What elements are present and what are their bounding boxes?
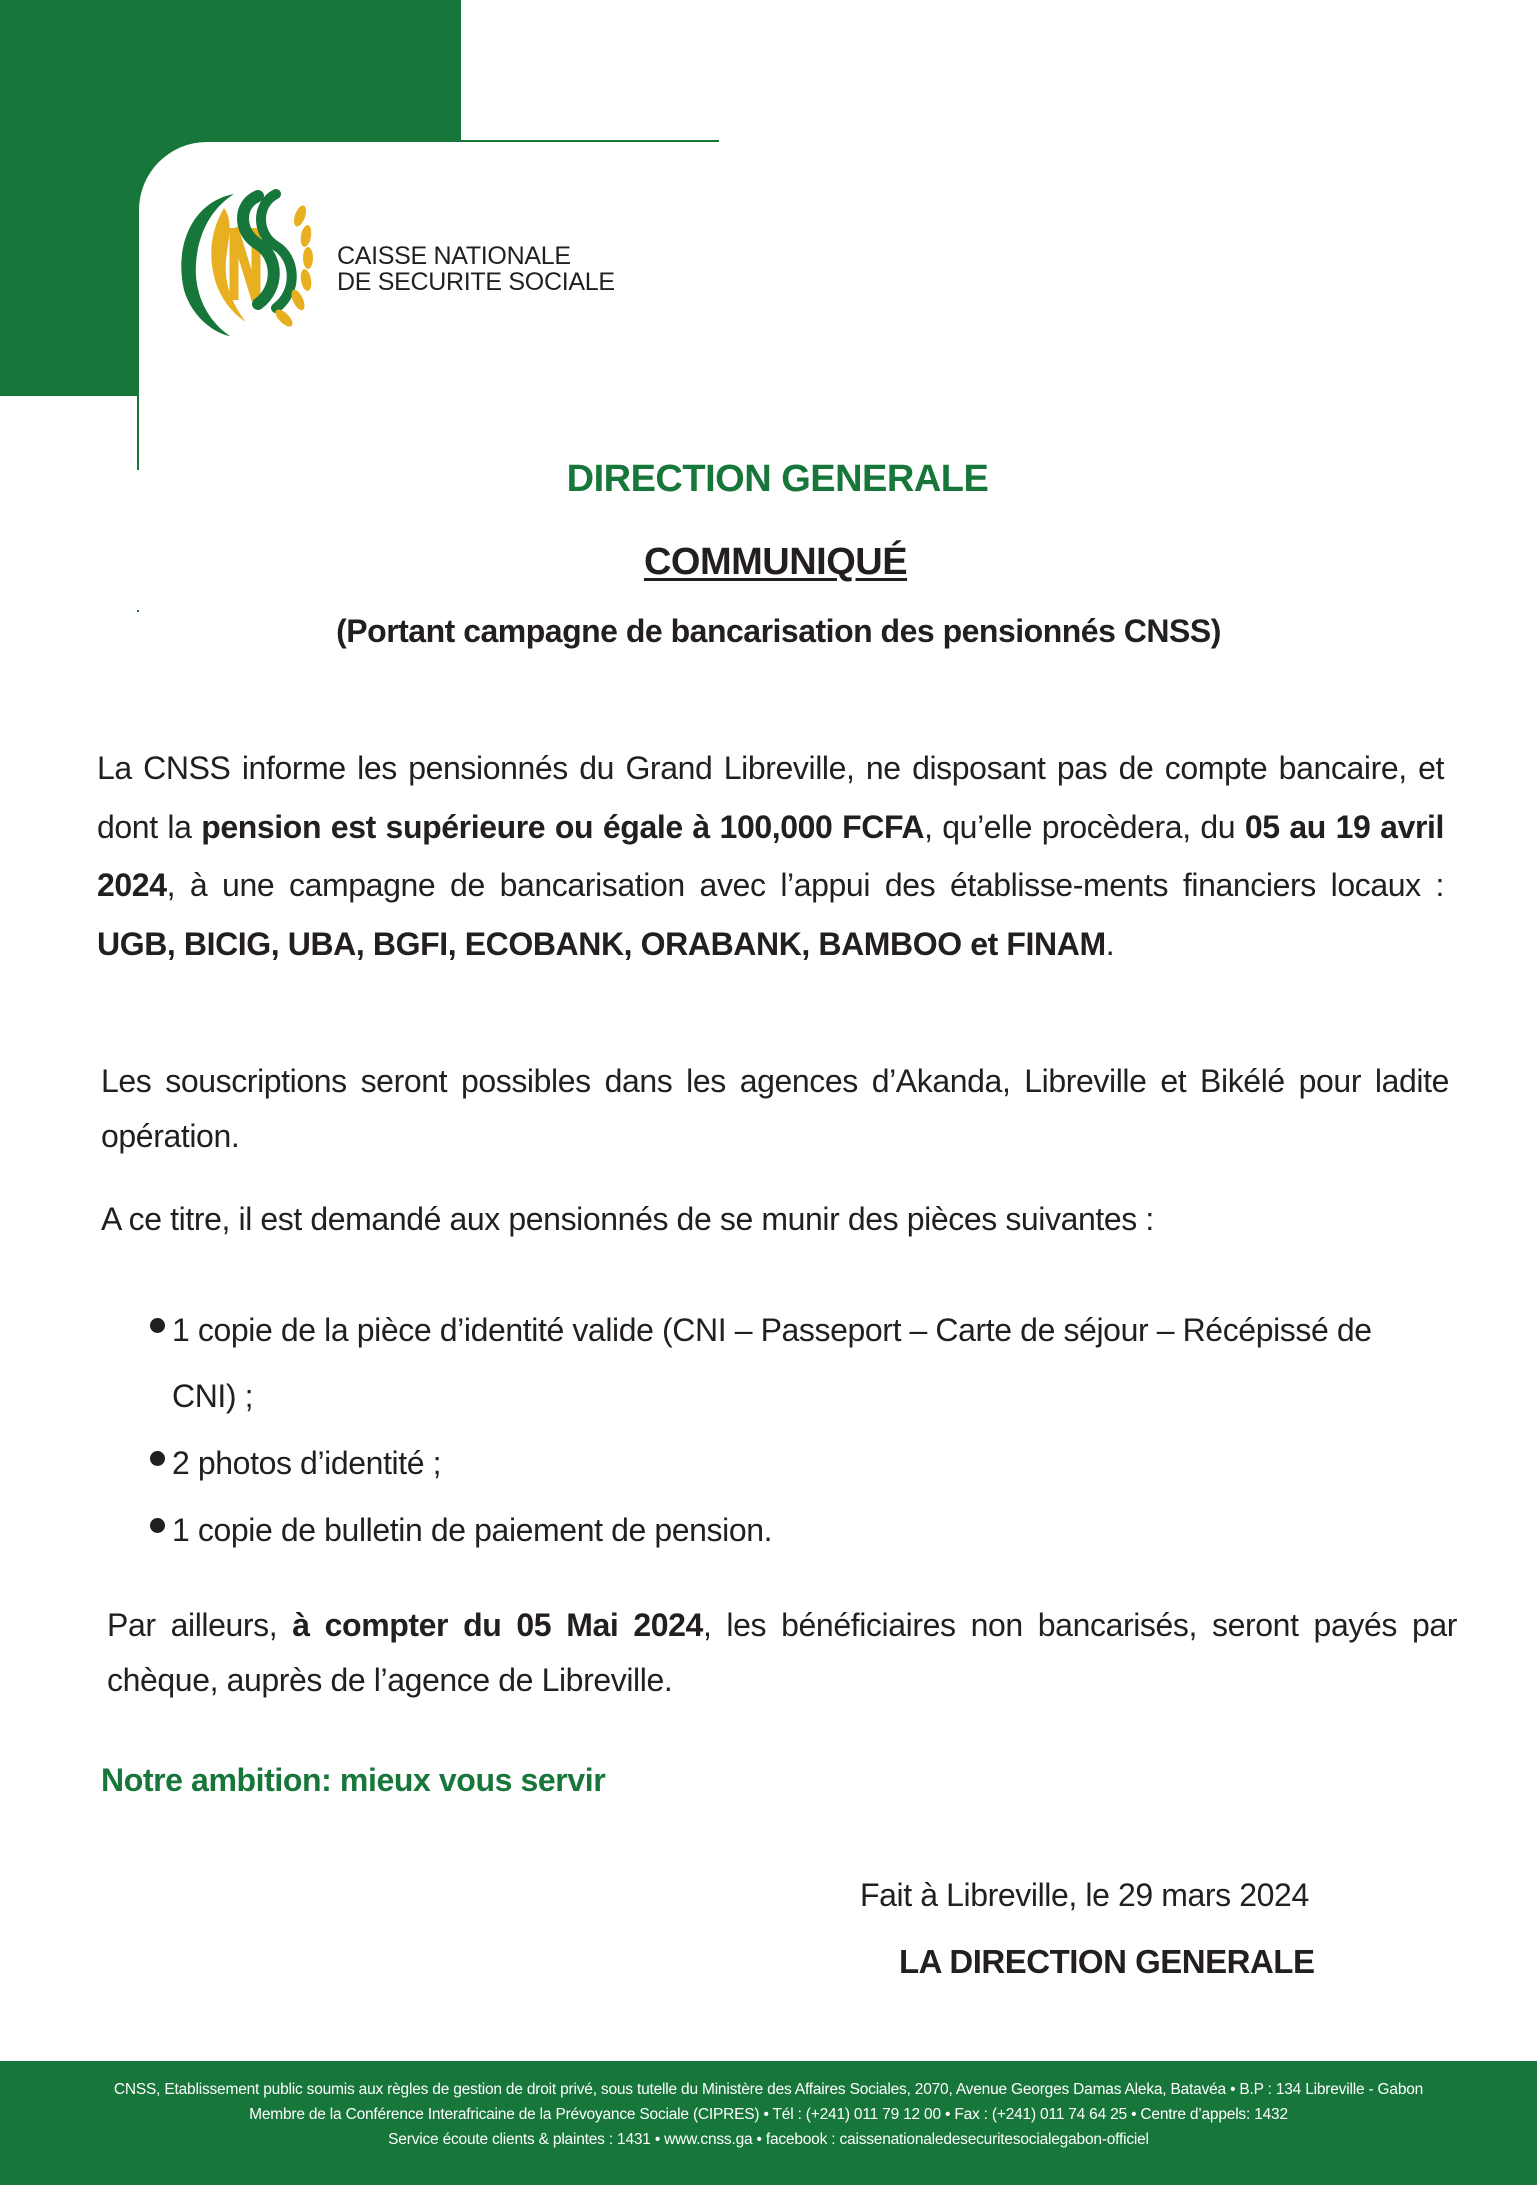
direction-heading: DIRECTION GENERALE xyxy=(566,458,989,500)
list-item: 1 copie de la pièce d’identité valide (CNI – Passeport – Carte de séjour – Récépissé de CNI) ; xyxy=(150,1297,1442,1429)
org-name-line1: CAISSE NATIONALE xyxy=(337,242,571,270)
paragraph-announcement: La CNSS informe les pensionnés du Grand Libreville, ne disposant pas de compte bancaire, et dont la pension est supérieure ou égale à 100,000 FCFA, qu’elle procèdera, du 05 au 19 avril 2024, à une campagne de bancarisation avec l’appui des établisse-ments financiers locaux : UGB, BICIG, UBA, BGFI, ECOBANK, ORABANK, BAMBOO et FINAM. xyxy=(97,750,1444,962)
paragraph-agencies: Les souscriptions seront possibles dans les agences d’Akanda, Libreville et Bikélé pour ladite opération. xyxy=(101,1063,1449,1154)
documents-list xyxy=(150,1297,1450,1563)
list-item: 1 copie de bulletin de paiement de pension. xyxy=(150,1497,1450,1563)
signatory: LA DIRECTION GENERALE xyxy=(899,1943,1315,1980)
org-name xyxy=(337,243,615,295)
communique-title: COMMUNIQUÉ xyxy=(643,541,908,583)
org-name-line2: DE SECURITE SOCIALE xyxy=(337,268,615,296)
footer-line1: CNSS, Etablissement public soumis aux règles de gestion de droit privé, sous tutelle du Ministère des Affaires Sociales, 2070, Avenue Georges Damas Aleka, Batavéa • B.P : 134 Libreville - Gabon xyxy=(113,2081,1424,2098)
footer-line2: Membre de la Conférence Interafricaine de la Prévoyance Sociale (CIPRES) • Tél : (+241) 011 79 12 00 • Fax : (+241) 011 74 64 25 • Centre d’appels: 1432 xyxy=(249,2106,1288,2123)
list-item: 2 photos d’identité ; xyxy=(150,1430,1450,1496)
place-date: Fait à Libreville, le 29 mars 2024 xyxy=(860,1877,1309,1913)
paragraph-documents-intro: A ce titre, il est demandé aux pensionnés de se munir des pièces suivantes : xyxy=(101,1201,1154,1237)
bullet-icon xyxy=(150,1451,165,1466)
paragraph-cheque-payment: Par ailleurs, à compter du 05 Mai 2024, les bénéficiaires non bancarisés, seront payés par chèque, auprès de l’agence de Libreville. xyxy=(107,1607,1457,1698)
ambition-slogan: Notre ambition: mieux vous servir xyxy=(101,1762,606,1798)
footer-line3: Service écoute clients & plaintes : 1431 • www.cnss.ga • facebook : caissenationaledesecuritesocialegabon-officiel xyxy=(388,2131,1149,2148)
communique-subtitle: (Portant campagne de bancarisation des pensionnés CNSS) xyxy=(336,613,1221,649)
cnss-logo-icon xyxy=(172,188,322,340)
bullet-icon xyxy=(150,1318,165,1333)
bullet-icon xyxy=(150,1518,165,1533)
footer xyxy=(0,2061,1537,2185)
